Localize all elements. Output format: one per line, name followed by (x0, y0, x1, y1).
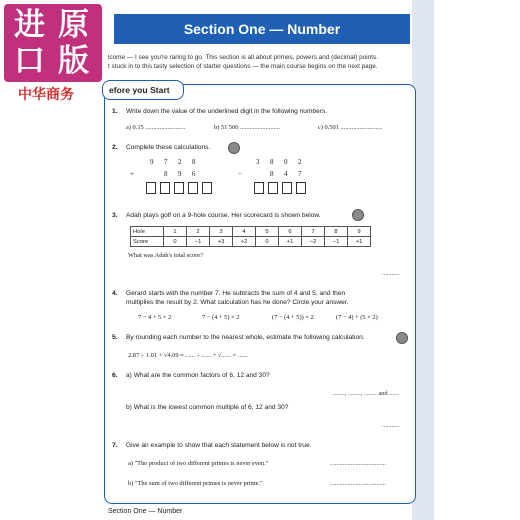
golf-scorecard-table (130, 226, 371, 247)
q2-right-digit: 3 (256, 158, 260, 166)
before-you-start-tab: efore you Start (102, 80, 184, 100)
q2-left-digit: 7 (164, 158, 168, 166)
q1-text: Write down the value of the underlined digit in the following numbers. (126, 108, 328, 115)
q5-expression: 2.87 ÷ 1.01 + √4.09 ≈ ...... ÷ ...... + √...... = ...... (128, 352, 248, 359)
publisher-logo-text: 中华商务 (18, 87, 74, 103)
q2-right-digit: 8 (270, 158, 274, 166)
q1-part-c: c) 0.501 .......................... (318, 124, 383, 131)
q2-left-digit: 9 (178, 170, 182, 178)
q7-part-b: b) "The sum of two different primes is never prime." (128, 480, 263, 487)
table-cell: 6 (279, 227, 302, 237)
q4-number: 4. (112, 290, 118, 297)
answer-box[interactable] (282, 182, 292, 194)
logo-char-1: 进 (14, 7, 45, 43)
q6-part-b-answer[interactable]: ........... (382, 422, 400, 429)
no-calculator-icon (396, 332, 408, 344)
table-cell: 1 (164, 227, 187, 237)
table-cell: 8 (325, 227, 348, 237)
scorecard-score-row (131, 237, 371, 247)
q6-number: 6. (112, 372, 118, 379)
table-cell: Hole (131, 227, 164, 237)
table-cell: 9 (348, 227, 371, 237)
q4-text-line-1: Gerard starts with the number 7. He subtracts the sum of 4 and 5, and then (126, 290, 346, 297)
q4-option-1[interactable]: 7 − 4 + 5 × 2 (138, 314, 172, 321)
q1-number: 1. (112, 108, 118, 115)
q2-left-digit: 2 (178, 158, 182, 166)
table-cell: 5 (256, 227, 279, 237)
answer-box[interactable] (268, 182, 278, 194)
q2-right-digit: 4 (284, 170, 288, 178)
logo-char-2: 原 (58, 7, 89, 43)
q7-part-a-answer[interactable]: ................................... (330, 460, 386, 467)
q2-left-digit: 8 (192, 158, 196, 166)
table-cell: +1 (279, 237, 302, 247)
answer-box[interactable] (174, 182, 184, 194)
table-cell: Score (131, 237, 164, 247)
q5-text: By rounding each number to the nearest whole, estimate the following calculation. (126, 334, 365, 341)
table-cell: 7 (302, 227, 325, 237)
q2-text: Complete these calculations. (126, 144, 211, 151)
q2-left-digit: 8 (164, 170, 168, 178)
table-cell: 3 (210, 227, 233, 237)
answer-box[interactable] (254, 182, 264, 194)
table-cell: 0 (164, 237, 187, 247)
table-cell: +1 (348, 237, 371, 247)
section-title-banner: Section One — Number (114, 14, 410, 44)
answer-box[interactable] (160, 182, 170, 194)
page-footer: Section One — Number (108, 508, 183, 515)
import-original-logo (4, 4, 102, 82)
q7-number: 7. (112, 442, 118, 449)
logo-char-3: 口 (14, 43, 45, 79)
answer-box[interactable] (188, 182, 198, 194)
q4-option-4[interactable]: (7 − 4) + (5 × 2) (336, 314, 378, 321)
q2-right-digit: 7 (298, 170, 302, 178)
q6-part-a-text: a) What are the common factors of 6, 12 and 30? (126, 372, 270, 379)
table-cell: 2 (187, 227, 210, 237)
q7-part-a: a) "The product of two different primes is never even." (128, 460, 269, 467)
q2-right-digit: 0 (284, 158, 288, 166)
table-cell: −1 (187, 237, 210, 247)
no-calculator-icon (228, 142, 240, 154)
table-cell: +3 (210, 237, 233, 247)
answer-box[interactable] (202, 182, 212, 194)
no-calculator-icon (352, 209, 364, 221)
q4-text-line-2: multiplies the result by 2. What calculation has he done? Circle your answer. (126, 299, 349, 306)
table-cell: 4 (233, 227, 256, 237)
q2-left-digit: 6 (192, 170, 196, 178)
table-cell: 0 (256, 237, 279, 247)
table-cell: +2 (233, 237, 256, 247)
q7-text: Give an example to show that each statement below is not true. (126, 442, 312, 449)
intro-line-1: lcome — I see you're raring to go. This section is all about primes, powers and (decimal) points. (108, 54, 378, 61)
answer-box[interactable] (296, 182, 306, 194)
q2-right-digit: 8 (270, 170, 274, 178)
q4-option-2[interactable]: 7 − (4 + 5) × 2 (202, 314, 240, 321)
q7-part-b-answer[interactable]: ................................... (330, 480, 386, 487)
q6-part-a-answer[interactable]: ........, ........, ........ and ...... (332, 390, 399, 397)
q2-left-operator: + (130, 170, 134, 178)
q3-question: What was Adah's total score? (128, 252, 203, 259)
q2-left-digit: 9 (150, 158, 154, 166)
q3-answer-line[interactable]: ........... (382, 270, 400, 277)
q5-number: 5. (112, 334, 118, 341)
q2-right-digit: 2 (298, 158, 302, 166)
q4-option-3[interactable]: (7 − (4 + 5)) × 2 (272, 314, 314, 321)
q2-number: 2. (112, 144, 118, 151)
answer-box[interactable] (146, 182, 156, 194)
scorecard-hole-row (131, 227, 371, 237)
table-cell: −2 (302, 237, 325, 247)
q2-right-operator: − (238, 170, 242, 178)
q6-part-b-text: b) What is the lowest common multiple of 6, 12 and 30? (126, 404, 289, 411)
q1-part-b: b) 51 500 ......................... (214, 124, 281, 131)
q3-number: 3. (112, 212, 118, 219)
table-cell: −1 (325, 237, 348, 247)
intro-line-2: t stuck in to this tasty selection of starter questions — the main course begins on the next page. (108, 63, 378, 70)
q3-text: Adah plays golf on a 9-hole course. Her scorecard is shown below. (126, 212, 321, 219)
q1-part-a: a) 0.15 ......................... (126, 124, 186, 131)
logo-char-4: 版 (58, 43, 89, 79)
